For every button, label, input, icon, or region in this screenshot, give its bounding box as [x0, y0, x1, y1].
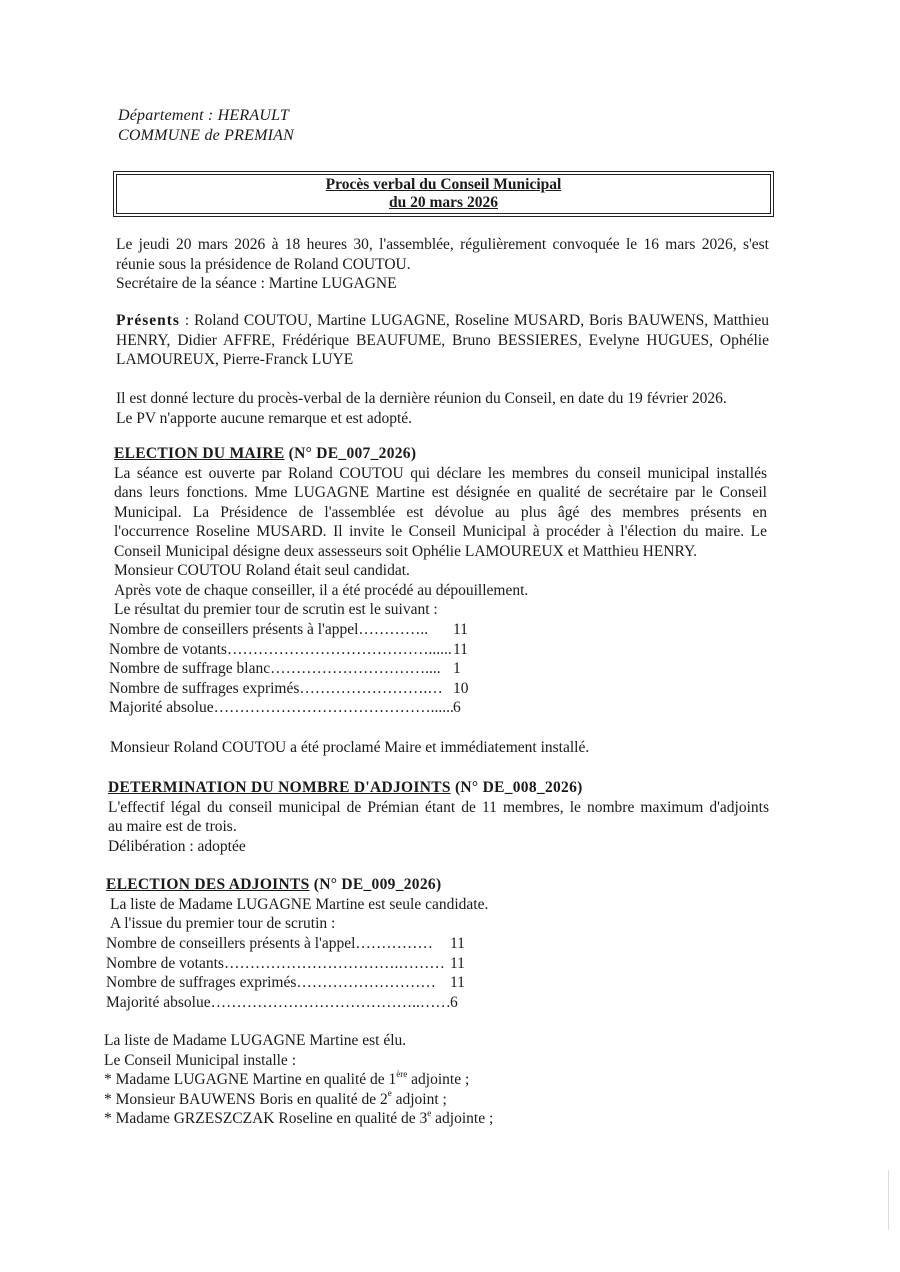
tally-label: Nombre de suffrages exprimés……………………… — [106, 974, 436, 991]
list-item — [104, 1090, 493, 1110]
tally-value: 11 — [450, 974, 465, 991]
adjoints-issue: A l'issue du premier tour de scrutin : — [110, 915, 336, 932]
lecture-paragraph — [116, 389, 769, 428]
tally-row — [106, 993, 526, 1013]
adjoint-rank: ère — [396, 1068, 408, 1079]
adjoints-result-section — [104, 1031, 757, 1070]
election-maire-section — [114, 444, 767, 620]
presents-line-2: HENRY, Didier AFFRE, Frédérique BEAUFUME, Bruno BESSIERES, Evelyne HUGUES, Ophélie — [116, 331, 769, 349]
title-frame — [113, 171, 774, 217]
lecture-line-2: Le PV n'apporte aucune remarque et est adopté. — [116, 409, 413, 427]
election-maire-heading — [114, 444, 767, 464]
maire-line-2: dans leurs fonctions. Mme LUGAGNE Martine est désignée en qualité de secrétaire par le Conseil — [114, 484, 767, 501]
maire-candidat: Monsieur COUTOU Roland était seul candidat. — [114, 562, 410, 579]
list-item — [104, 1070, 493, 1090]
adjoint-rank: e — [387, 1088, 392, 1099]
adjoint-text: * Monsieur BAUWENS Boris en qualité de 2 — [104, 1090, 388, 1108]
adjoint-role: adjointe ; — [407, 1071, 470, 1088]
maire-line-4: l'occurrence Roseline MUSARD. Il invite le Conseil Municipal à procéder à l'élection du maire. Le — [114, 523, 767, 540]
tally-row — [109, 620, 529, 640]
tally-row — [109, 640, 529, 660]
presents-label: Présents — [116, 312, 180, 329]
determination-ref: (N° DE_008_2026) — [450, 779, 583, 796]
tally-label: Nombre de suffrages exprimés…………………….… — [109, 679, 443, 697]
determination-section — [108, 778, 769, 856]
maire-line-5: Conseil Municipal désigne deux assesseurs soit Ophélie LAMOUREUX et Matthieu HENRY. — [114, 542, 698, 560]
commune-label: COMMUNE de PREMIAN — [118, 127, 295, 144]
tally-value: 6 — [453, 699, 461, 716]
tally-row — [106, 954, 526, 974]
title-line-1: Procès verbal du Conseil Municipal — [325, 176, 562, 193]
determination-deliberation: Délibération : adoptée — [108, 837, 246, 855]
tally-label: Nombre de conseillers présents à l'appel…………… — [106, 935, 433, 952]
adjoint-text: * Madame GRZESZCZAK Roseline en qualité de 3 — [104, 1110, 428, 1127]
lecture-line-1: Il est donné lecture du procès-verbal de la dernière réunion du Conseil, en date du 19 février 2026. — [116, 390, 727, 407]
adjoint-rank: e — [427, 1107, 432, 1118]
tally-value: 6 — [450, 993, 458, 1011]
determination-line-2: au maire est de trois. — [108, 818, 237, 835]
tally-row — [106, 973, 526, 993]
maire-line-3: Municipal. La Présidence de l'assemblée est dévolue au plus âgé des membres présents en — [114, 503, 767, 521]
tally-value: 11 — [453, 621, 468, 638]
tally-value: 11 — [450, 954, 465, 972]
adjoint-role: adjoint ; — [391, 1090, 447, 1108]
adjoints-elu: La liste de Madame LUGAGNE Martine est élu. — [104, 1032, 407, 1049]
tally-row — [109, 698, 529, 718]
secretaire-line: Secrétaire de la séance : Martine LUGAGNE — [116, 275, 397, 292]
adjoints-heading — [106, 875, 759, 895]
presents-names-1: : Roland COUTOU, Martine LUGAGNE, Roseline MUSARD, Boris BAUWENS, Matthieu — [179, 312, 769, 329]
maire-proclamation: Monsieur Roland COUTOU a été proclamé Maire et immédiatement installé. — [110, 739, 590, 756]
adjoints-list — [104, 1070, 493, 1129]
list-item — [104, 1109, 493, 1129]
intro-paragraph — [116, 235, 769, 294]
tally-label: Nombre de votants…………………………………...... — [109, 640, 452, 658]
determination-line-1: L'effectif légal du conseil municipal de Prémian étant de 11 membres, le nombre maximum d'adjoints — [108, 798, 769, 816]
document-title — [116, 174, 771, 214]
intro-line-2: réunie sous la présidence de Roland COUTOU. — [116, 255, 411, 273]
departement-label: Département : HERAULT — [118, 107, 289, 124]
tally-value: 1 — [453, 660, 461, 677]
title-line-2: du 20 mars 2026 — [389, 194, 498, 211]
tally-value: 11 — [450, 935, 465, 952]
tally-label: Majorité absolue…………………………………..…… — [106, 993, 451, 1011]
tally-label: Nombre de conseillers présents à l'appel………….. — [109, 621, 429, 638]
maire-vote: Après vote de chaque conseiller, il a été procédé au dépouillement. — [114, 581, 529, 599]
tally-value: 11 — [453, 640, 468, 658]
adjoints-liste: La liste de Madame LUGAGNE Martine est seule candidate. — [110, 895, 489, 913]
tally-label: Majorité absolue……………………………………...... — [109, 699, 454, 716]
adjoints-installe: Le Conseil Municipal installe : — [104, 1051, 296, 1069]
maire-tally — [109, 620, 529, 718]
election-adjoints-section — [106, 875, 759, 934]
tally-row — [106, 934, 526, 954]
tally-label: Nombre de votants…………………………….……… — [106, 954, 445, 972]
determination-title: DETERMINATION DU NOMBRE D'ADJOINTS — [108, 779, 451, 796]
adjoints-ref: (N° DE_009_2026) — [309, 876, 442, 893]
maire-resultat: Le résultat du premier tour de scrutin est le suivant : — [114, 601, 438, 618]
determination-heading — [108, 778, 769, 798]
intro-line-1: Le jeudi 20 mars 2026 à 18 heures 30, l'assemblée, régulièrement convoquée le 16 mars 2026, s'est — [116, 236, 769, 253]
presents-line-1 — [116, 311, 769, 331]
adjoint-text: * Madame LUGAGNE Martine en qualité de 1 — [104, 1071, 397, 1088]
presents-paragraph — [116, 311, 769, 370]
adjoints-tally — [106, 934, 526, 1012]
maire-line-1: La séance est ouverte par Roland COUTOU qui déclare les membres du conseil municipal installés — [114, 464, 767, 482]
proclamation-paragraph — [110, 738, 763, 758]
election-maire-ref: (N° DE_007_2026) — [284, 445, 417, 462]
scan-edge-mark — [888, 1170, 889, 1230]
tally-row — [109, 679, 529, 699]
tally-value: 10 — [453, 679, 469, 697]
tally-row — [109, 659, 529, 679]
presents-line-3: LAMOUREUX, Pierre-Franck LUYE — [116, 351, 354, 368]
tally-label: Nombre de suffrage blanc………………………….... — [109, 660, 441, 677]
adjoint-role: adjointe ; — [431, 1110, 494, 1127]
adjoints-title: ELECTION DES ADJOINTS — [106, 876, 310, 893]
election-maire-title: ELECTION DU MAIRE — [114, 445, 285, 462]
